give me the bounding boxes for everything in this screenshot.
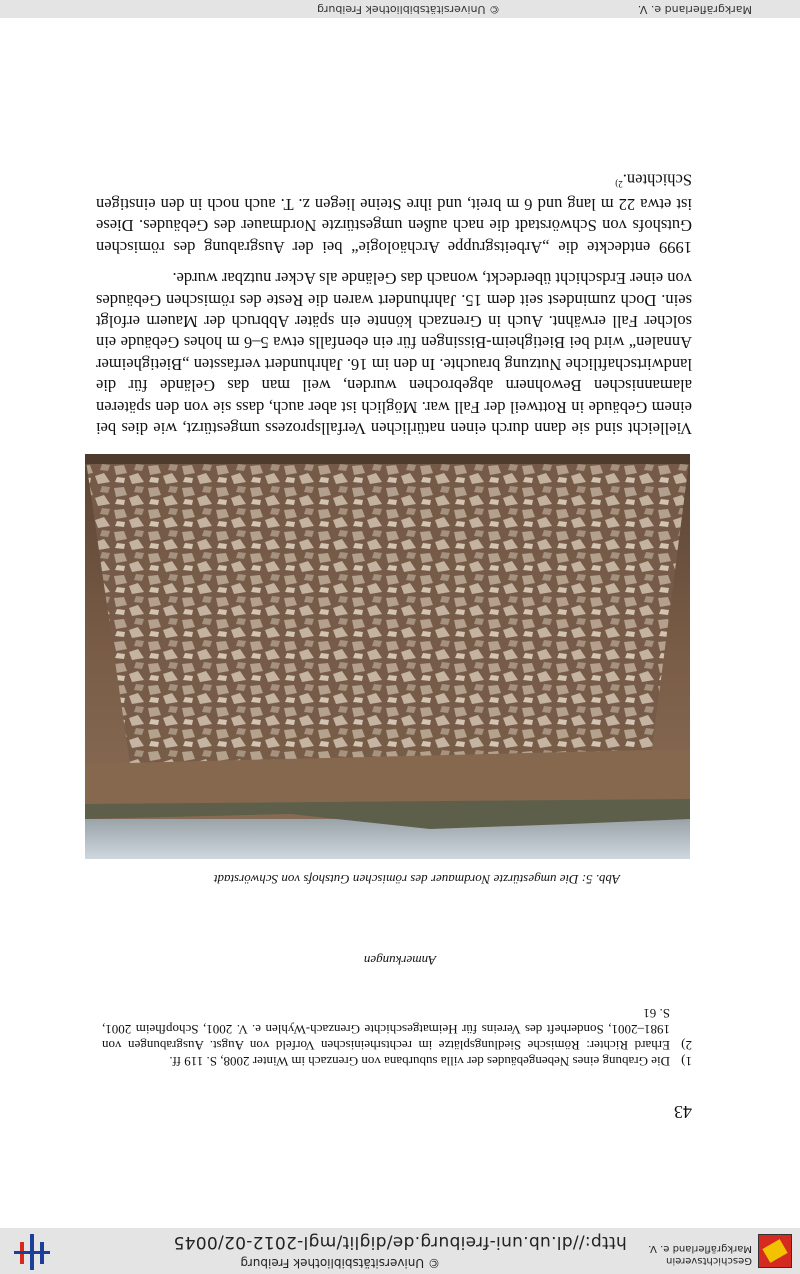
viewer-header xyxy=(0,1228,800,1274)
document-url[interactable]: http://dl.ub.uni-freiburg.de/diglit/mgl-2012-02/0045 xyxy=(173,1232,627,1252)
footnote-1-text: Die Grabung eines Nebengebäudes der villa suburbana von Grenzach im Winter 2008, S. 119 ff. xyxy=(169,1054,670,1069)
library-credit: © Universitätsbibliothek Freiburg xyxy=(240,1256,440,1270)
footnote-1 xyxy=(102,1053,692,1069)
figure-caption: Abb. 5: Die umgestürzte Nordmauer des römischen Gutshofs von Schwörstadt xyxy=(213,872,620,887)
footnote-1-number: 1) xyxy=(681,1054,692,1069)
notes-heading: Anmerkungen xyxy=(363,953,437,968)
footer-library-credit: © Universitätsbibliothek Freiburg xyxy=(317,3,500,16)
university-logo-icon xyxy=(12,1234,52,1270)
paragraph-1-rest: dies bei einem Gebäude in Rottweil der Fall war. Möglich ist aber auch, dass sie von den späteren alamannischen Bewohnern abgebrochen wurden, weil man das Gelände für die landwirtschaftliche Nutzung brauchte. In den im 16. Jahrhundert verfassten „Bietigheimer Annalen“ wird bei Bietigheim-Bissingen für ein ebenfalls etwa 5–6 m hohes Gebäude ein solcher Fall erwähnt. Auch in Grenzach könnte ein später Abbruch der Mauern erfolgt sein. Doch zumindest seit dem 15. Jahrhundert waren die Reste des römischen Gebäudes von einer Erdschicht überdeckt, wonach das Gelände als Acker nutzbar wurde. xyxy=(96,269,692,438)
paragraph-1 xyxy=(96,268,692,439)
footnote-2-text: Erhard Richter: Römische Siedlungsplätze im rechtsrheinischen Vorfeld von Augst. Ausgrabungen von 1981–2001, Sonderheft des Vereins für Heimatgeschichte Grenzach-Wyhlen e. V. 2001, Schopfheim 2001, S. 61 xyxy=(102,1006,670,1053)
publisher-line-1: Geschichtsverein xyxy=(666,1255,752,1266)
page-number: 43 xyxy=(674,1102,692,1122)
publisher-line-2: Markgräflerland e. V. xyxy=(648,1243,752,1254)
paragraph-1-start: Vielleicht sind sie dann durch einen natürlichen Verfallsprozess umgestürzt, wie xyxy=(153,419,692,438)
footer-publisher: Markgräflerland e. V. xyxy=(637,3,752,16)
viewer-footer xyxy=(0,0,800,18)
paragraph-2 xyxy=(96,169,692,258)
footnote-2-number: 2) xyxy=(681,1038,692,1053)
footnotes xyxy=(102,1005,692,1069)
footnote-ref-2: 2) xyxy=(615,178,623,189)
body-text xyxy=(96,169,692,439)
footnote-2 xyxy=(102,1005,692,1053)
paragraph-2-text: 1999 entdeckte die „Arbeitsgruppe Archäologie“ bei der Ausgrabung des römischen Gutshofs von Schwörstadt die nach außen umgestürzte Nordmauer des Gebäudes. Diese ist etwa 22 m lang und 6 m breit, und ihre Steine liegen z. T. auch noch in den einstigen Schichten. xyxy=(96,170,692,257)
figure-photo-collapsed-wall xyxy=(85,454,690,859)
